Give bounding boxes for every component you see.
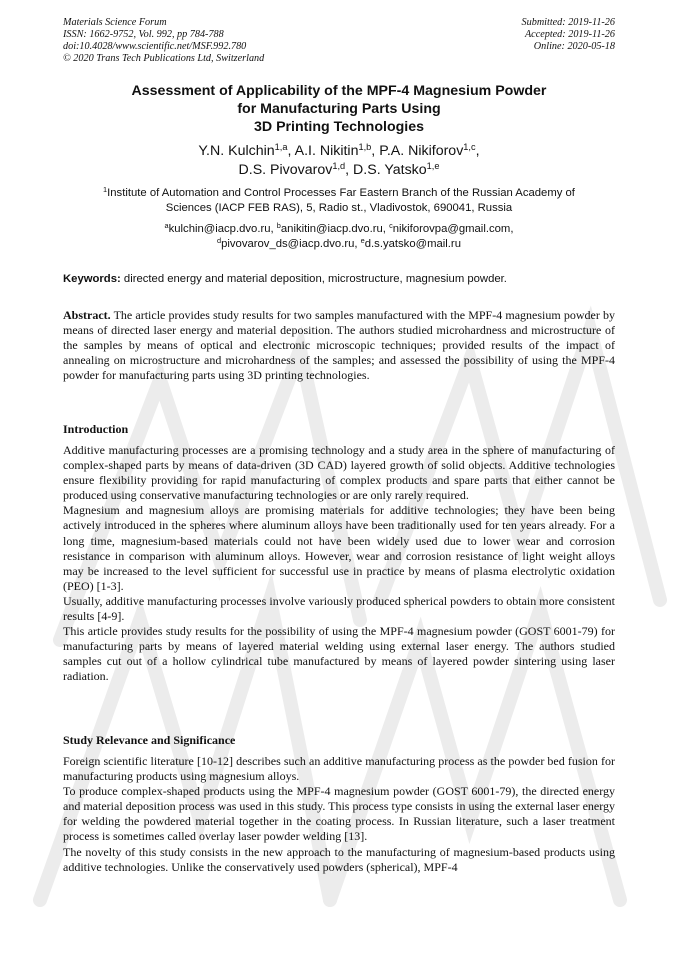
email-mark: a bbox=[164, 220, 169, 230]
paragraph: This article provides study results for the possibility of using the MPF-4 magnesium powder (GOST 6001-79) for manufacturing parts by means of layered material welding using external laser energy. The authors studied samples cut out of a hollow cylindrical tube manufactured by means of layered powder sintering using laser radiation. bbox=[63, 624, 615, 684]
email-mark: b bbox=[276, 220, 281, 230]
paragraph: The novelty of this study consists in the new approach to the manufacturing of magnesium-based products using additive technologies. Unlike the conservatively used powders (spherical), MPF-4 bbox=[63, 844, 615, 874]
author-affil-mark: 1,c bbox=[463, 141, 476, 152]
email-link[interactable]: d.s.yatsko@mail.ru bbox=[364, 237, 461, 250]
section-heading-relevance: Study Relevance and Significance bbox=[63, 733, 236, 747]
paragraph: Usually, additive manufacturing processes involve variously produced spherical powders to obtain more consistent results [4-9]. bbox=[63, 593, 615, 624]
author-emails bbox=[63, 222, 615, 251]
abstract-paragraph bbox=[63, 308, 615, 383]
email-link[interactable]: nikiforovpa@gmail.com bbox=[392, 223, 511, 235]
author-affil-mark: 1,e bbox=[426, 160, 440, 171]
title-line: for Manufacturing Parts Using bbox=[237, 101, 441, 117]
affiliation-mark: 1 bbox=[103, 184, 108, 194]
copyright-line: © 2020 Trans Tech Publications Ltd, Switzerland bbox=[63, 53, 265, 64]
journal-name: Materials Science Forum bbox=[63, 17, 167, 28]
title-line: 3D Printing Technologies bbox=[254, 119, 424, 135]
submitted-date: Submitted: 2019-11-26 bbox=[521, 17, 615, 28]
affiliation bbox=[63, 186, 615, 216]
section-heading-introduction: Introduction bbox=[63, 422, 129, 436]
abstract-text: The article provides study results for two samples manufactured with the MPF-4 magnesium powder by means of directed laser energy and material deposition. The authors studied microhardness and microstructure of the samples by means of optical and electronic microscopic techniques; provided results of the impact of annealing on microstructure and microhardness of the samples; and assessed the possibility of using the MPF-4 powder for manufacturing parts using 3D printing technologies. bbox=[63, 308, 615, 383]
author-line: Y.N. Kulchin$^{1,a}$, A.I. Nikitin$^{1,b}$, P.A. Nikiforov$^{1,c}$, bbox=[198, 141, 480, 159]
introduction-section bbox=[63, 443, 615, 685]
journal-header bbox=[63, 17, 264, 65]
keywords bbox=[63, 272, 623, 286]
keywords-text: directed energy and material deposition, microstructure, magnesium powder. bbox=[123, 273, 507, 285]
author-affil-mark: 1,a bbox=[274, 141, 288, 152]
paragraph: Foreign scientific literature [10-12] describes such an additive manufacturing process as the powder bed fusion for manufacturing products using magnesium alloys. bbox=[63, 754, 615, 784]
author-name: A.I. Nikitin bbox=[294, 143, 359, 159]
author-line: D.S. Pivovarov$^{1,d}$, D.S. Yatsko$^{1,e}$ bbox=[238, 160, 440, 178]
affiliation-text: Institute of Automation and Control Processes Far Eastern Branch of the Russian Academy of bbox=[107, 187, 575, 199]
relevance-section bbox=[63, 754, 615, 875]
paragraph: Additive manufacturing processes are a promising technology and a study area in the sphere of manufacturing of complex-shaped parts by means of data-driven (3D CAD) layered growth of solid objects. Additive technologies ensure flexibility providing for rapid manufacturing of complex products and spare parts that either cannot be produced using conservative manufacturing technologies or are only rarely required. bbox=[63, 443, 615, 503]
email-line: $^a$kulchin@iacp.dvo.ru, $^b$anikitin@iacp.dvo.ru, $^c$nikiforovpa@gmail.com, bbox=[164, 220, 514, 235]
doi-line: doi:10.4028/www.scientific.net/MSF.992.780 bbox=[63, 41, 247, 52]
email-link[interactable]: anikitin@iacp.dvo.ru bbox=[280, 223, 383, 235]
email-mark: e bbox=[360, 235, 365, 245]
paragraph: To produce complex-shaped products using the MPF-4 magnesium powder (GOST 6001-79), the directed energy and material deposition process was used in this study. This process type consists in using the external laser energy for welding the powdered material together in the coating process. In Russian literature, such a laser treatment process is sometimes called overlay laser powder welding [13]. bbox=[63, 784, 615, 844]
email-link[interactable]: pivovarov_ds@iacp.dvo.ru bbox=[221, 237, 355, 250]
author-name: D.S. Pivovarov bbox=[238, 162, 333, 178]
author-name: P.A. Nikiforov bbox=[379, 143, 464, 159]
abstract-label: Abstract. bbox=[63, 308, 111, 322]
paper-title bbox=[63, 82, 615, 136]
issn-line: ISSN: 1662-9752, Vol. 992, pp 784-788 bbox=[63, 29, 224, 40]
email-mark: d bbox=[217, 235, 222, 245]
title-line: Assessment of Applicability of the MPF-4 Magnesium Powder bbox=[131, 83, 547, 99]
dates-header bbox=[522, 17, 615, 53]
author-list bbox=[63, 142, 615, 180]
email-line: $^d$pivovarov_ds@iacp.dvo.ru, $^e$d.s.yatsko@mail.ru bbox=[217, 235, 461, 250]
accepted-date: Accepted: 2019-11-26 bbox=[524, 29, 615, 40]
author-name: D.S. Yatsko bbox=[353, 162, 427, 178]
author-name: Y.N. Kulchin bbox=[198, 143, 275, 159]
email-link[interactable]: kulchin@iacp.dvo.ru bbox=[168, 223, 271, 235]
author-affil-mark: 1,d bbox=[332, 160, 346, 171]
author-affil-mark: 1,b bbox=[358, 141, 372, 152]
affiliation-line bbox=[63, 186, 615, 201]
abstract bbox=[63, 308, 615, 383]
affiliation-line: Sciences (IACP FEB RAS), 5, Radio st., Vladivostok, 690041, Russia bbox=[165, 202, 513, 214]
email-mark: c bbox=[389, 220, 393, 230]
keywords-label: Keywords: bbox=[63, 273, 121, 285]
paragraph: Magnesium and magnesium alloys are promising materials for additive technologies; they have been being actively introduced in the spheres where aluminum alloys have been traditionally used for ten years already. For a long time, magnesium-based materials could not have been widely used due to lower wear and corrosion resistance in comparison with aluminum alloys. However, wear and corrosion resistance of light weight alloys may be increased to the level sufficient for successful use in practice by means of plasma electrolytic oxidation (PEO) [1-3]. bbox=[63, 503, 615, 593]
online-date: Online: 2020-05-18 bbox=[533, 41, 615, 52]
